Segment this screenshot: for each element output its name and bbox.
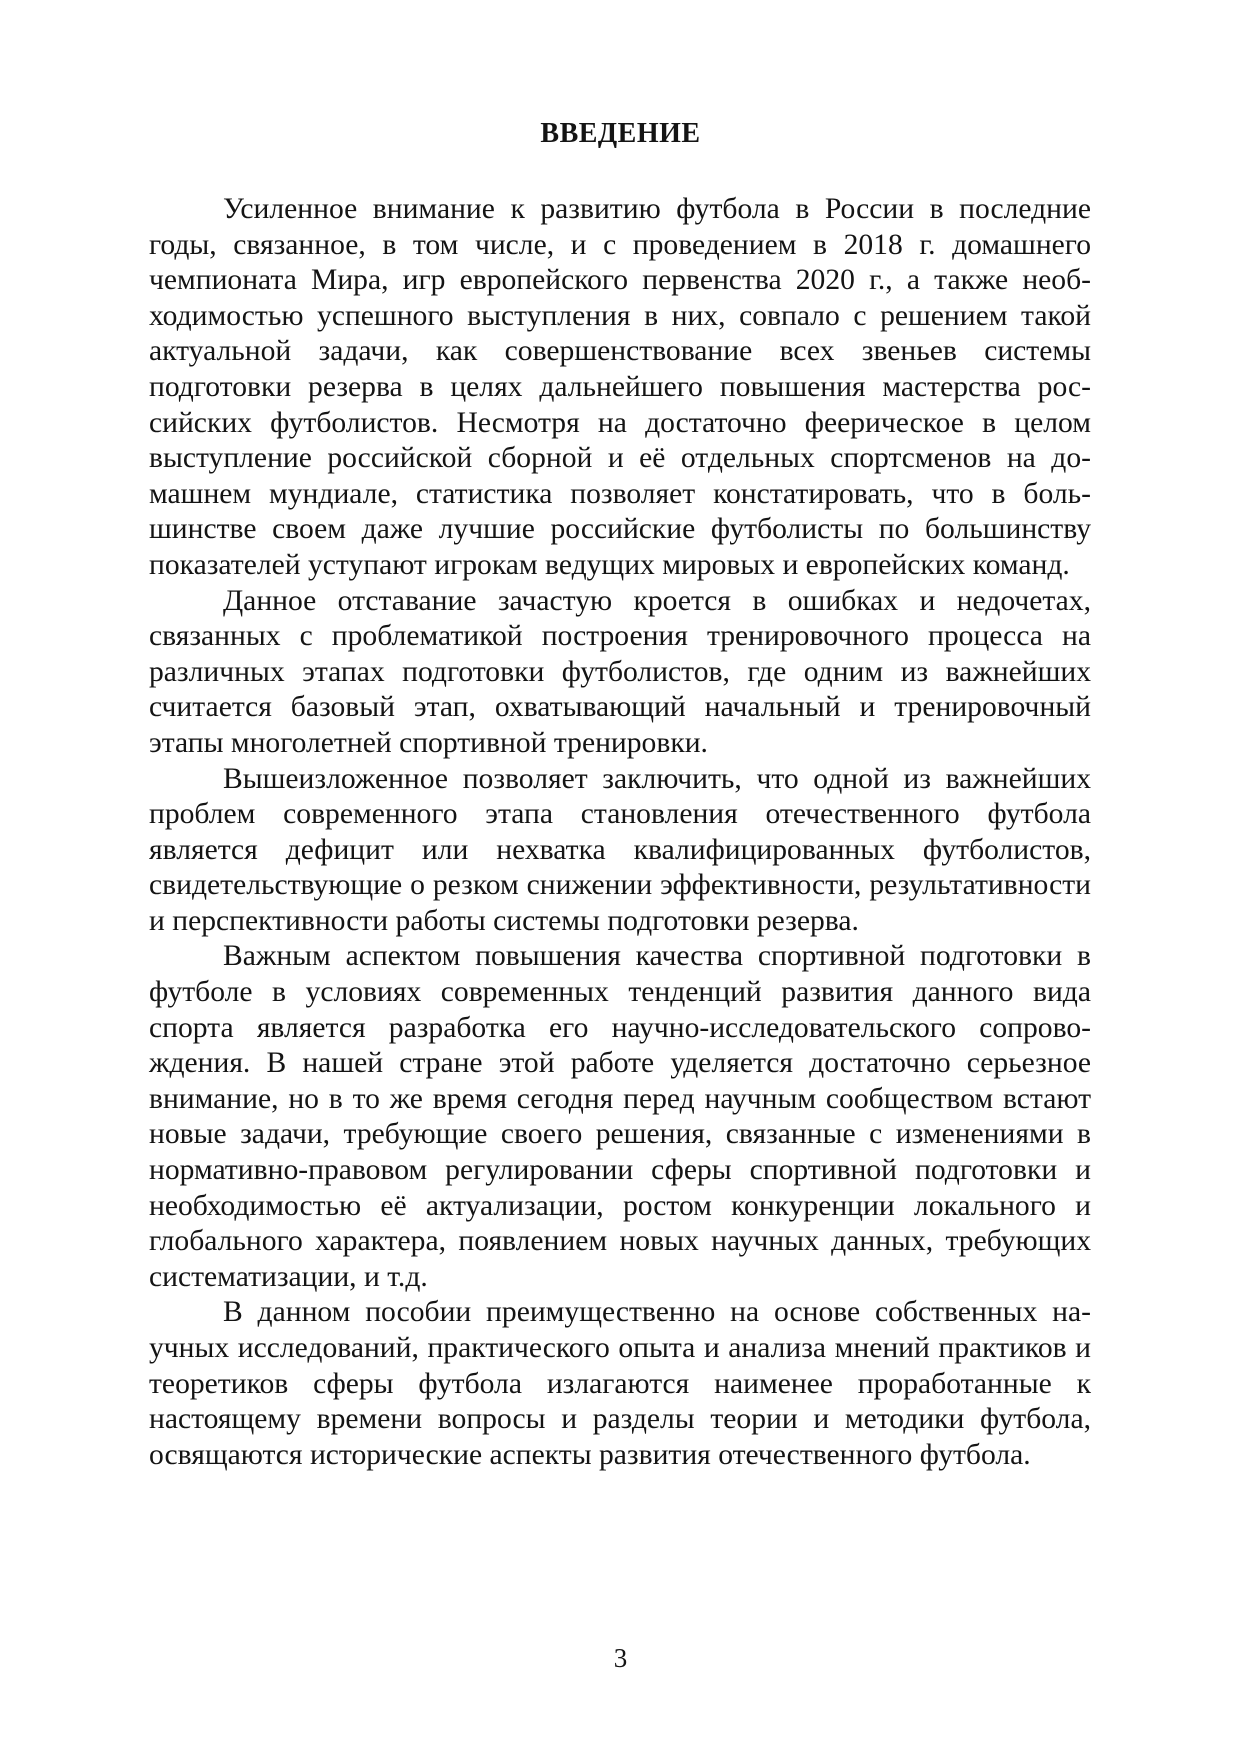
paragraph-3: Вышеизложенное позволяет заключить, что одной из важнейших проблем современного этапа становления отечественного футбола является дефицит или нехватка квалифицированных футболистов, свидетельствующие о резком снижении эффективности, результативности и перспективности работы системы подготовки резерва. <box>149 762 1091 937</box>
body-text <box>149 192 1091 1473</box>
paragraph-1: Усиленное внимание к развитию футбола в России в последние годы, связанное, в том числе, и с проведением в 2018 г. домашнего чемпионата Мира, игр европейского первенства 2020 г., а также необходимостью успешного выступления в них, совпало с решением такой актуальной задачи, как совершенствование всех звеньев системы подготовки резерва в целях дальнейшего повышения мастерства российских футболистов. Несмотря на достаточно феерическое в целом выступление российской сборной и её отдельных спортсменов на домашнем мундиале, статистика позволяет констатировать, что в большинстве своем даже лучшие российские футболисты по большинству показателей уступают игрокам ведущих мировых и европейских команд. <box>149 193 1091 581</box>
paragraph-4: Важным аспектом повышения качества спортивной подготовки в футболе в условиях современных тенденций развития данного вида спорта является разработка его научно-исследовательского сопровождения. В нашей стране этой работе уделяется достаточно серьезное внимание, но в то же время сегодня перед научным сообществом встают новые задачи, требующие своего решения, связанные с изменениями в нормативно-правовом регулировании сферы спортивной подготовки и необходимостью её актуализации, ростом конкуренции локального и глобального характера, появлением новых научных данных, требующих систематизации, и т.д. <box>149 940 1091 1293</box>
page-number: 3 <box>613 1643 628 1673</box>
paragraph-2: Данное отставание зачастую кроется в ошибках и недочетах, связанных с проблематикой построения тренировочного процесса на различных этапах подготовки футболистов, где одним из важнейших считается базовый этап, охватывающий начальный и тренировочный этапы многолетней спортивной тренировки. <box>149 584 1091 759</box>
paragraph-5: В данном пособии преимущественно на основе собственных научных исследований, практического опыта и анализа мнений практиков и теоретиков сферы футбола излагаются наименее проработанные к настоящему времени вопросы и разделы теории и методики футбола, освящаются исторические аспекты развития отечественного футбола. <box>149 1296 1091 1471</box>
page-title: ВВЕДЕНИЕ <box>540 118 701 149</box>
